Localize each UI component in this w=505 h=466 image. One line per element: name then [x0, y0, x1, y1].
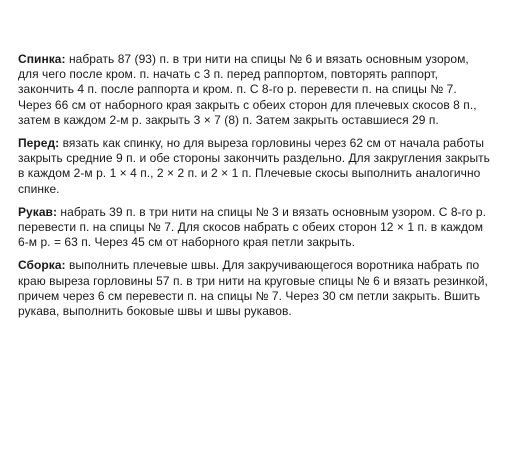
section-text: вязать как спинку, но для выреза горловины через 62 см от начала работы закрыть средние 9 п. и обе стороны закончить раздельно. Для закругления закрыть в каждом 2-м р. 1 × 4 п., 2 × 2 п. и 2 × 1 п. Плечевые скосы выполнить аналогично спинке. [18, 136, 490, 196]
section-term: Перед: [18, 136, 60, 151]
section-term: Спинка: [18, 52, 66, 66]
section-text: набрать 39 п. в три нити на спицы № 3 и вязать основным узором. С 8-го р. перевести п. на спицы № 7. Для скосов набрать с обеих сторон 12 × 1 п. в каждом 6-м р. = 63 п. Через 45 см от наборного края петли закрыть. [18, 204, 486, 250]
section-term: Сборка: [18, 258, 66, 273]
section-term: Рукав: [18, 204, 58, 219]
section-sleeve [18, 205, 490, 251]
section-front [18, 136, 490, 197]
section-text: набрать 87 (93) п. в три нити на спицы № 6 и вязать основным узором, для чего после кром. п. начать с 3 п. перед раппортом, повторять раппорт, закончить 4 п. после раппорта и кром. п. С 8-го р. перевести п. на спицы № 7. Через 66 см от наборного края закрыть с обеих сторон для плечевых скосов 8 п., затем в каждом 2-м р. закрыть 3 × 7 (8) п. Затем закрыть оставшиеся 29 п. [18, 52, 477, 127]
section-text: выполнить плечевые швы. Для закручивающегося воротника набрать по краю выреза горловины 57 п. в три нити на круговые спицы № 6 и вязать резинкой, причем через 6 см перевести п. на спицы № 7. Через 30 см петли закрыть. Вшить рукава, выполнить боковые швы и швы рукавов. [18, 258, 488, 319]
document-body [18, 52, 490, 327]
section-assembly [18, 258, 490, 319]
section-back [18, 52, 490, 128]
